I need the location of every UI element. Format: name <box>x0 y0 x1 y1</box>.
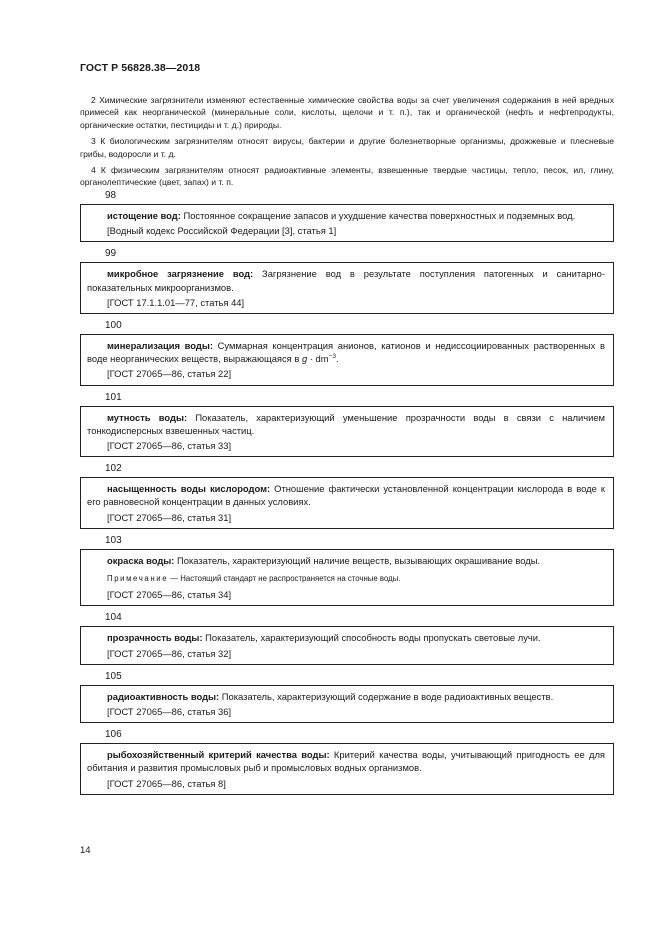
term-box <box>80 262 614 314</box>
term-source: [ГОСТ 27065—86, статья 31] <box>107 511 232 523</box>
term-number: 105 <box>105 670 122 682</box>
term-number: 98 <box>105 190 117 201</box>
notes-section <box>80 94 614 193</box>
note-paragraph: 4 К физическим загрязнителям относят радиоактивные элементы, взвешенные твердые частицы, тепло, песок, ил, глину, органолептические (цвет, запах) и т. п. <box>80 165 614 188</box>
note-paragraph: 2 Химические загрязнители изменяют естественные химические свойства воды за счет увеличения содержания в ней вредных примесей как неорганической (минеральные соли, кислоты, щелочи и т. п.), так и органической (нефть и нефтепродукты, органические остатки, пестициды и т. д.) природы. <box>80 95 614 130</box>
term-source: [ГОСТ 27065—86, статья 34] <box>107 589 232 601</box>
term-entry <box>80 612 614 664</box>
term-definition <box>87 748 605 774</box>
term-definition <box>87 690 605 703</box>
term-entry <box>80 729 614 795</box>
term-text: Показатель, характеризующий способность воды пропускать световые лучи. <box>202 632 541 644</box>
term-box <box>80 743 614 795</box>
term-box <box>80 334 614 386</box>
term-name: мутность воды: <box>107 411 188 423</box>
term-box <box>80 406 614 458</box>
term-name: окраска воды: <box>107 554 175 566</box>
term-entry <box>80 320 614 386</box>
note-label: Примечание <box>107 574 169 584</box>
term-note <box>107 572 605 585</box>
unit-exponent: −3 <box>328 353 336 361</box>
term-source: [ГОСТ 27065—86, статья 22] <box>107 368 232 380</box>
term-definition <box>87 339 605 365</box>
term-entry <box>80 671 614 723</box>
term-source: [Водный кодекс Российской Федерации [3], статья 1] <box>107 225 337 237</box>
term-number: 100 <box>105 320 122 332</box>
term-text: Постоянное сокращение запасов и ухудшение качества поверхностных и подземных вод. <box>180 210 576 221</box>
term-source: [ГОСТ 27065—86, статья 32] <box>107 647 232 659</box>
term-number: 101 <box>105 391 122 403</box>
term-definition <box>87 209 605 222</box>
term-number: 106 <box>105 729 122 741</box>
note-text: — Настоящий стандарт не распространяется на сточные воды. <box>168 574 401 584</box>
term-text: Показатель, характеризующий наличие веществ, вызывающих окрашивание воды. <box>174 554 541 566</box>
term-entry <box>80 248 614 314</box>
term-box <box>80 626 614 664</box>
terms-list <box>80 190 614 801</box>
term-definition <box>87 554 605 567</box>
term-entry <box>80 535 614 607</box>
term-text: Критерий качества воды, учитывающий пригодность ее для обитания и развития промысловых рыб и промысловых водных организмов. <box>87 749 605 774</box>
term-box <box>80 204 614 242</box>
term-text: Суммарная концентрация анионов, катионов и недиссоциированных растворенных в воде неорганических веществ, выражающаяся в <box>87 340 605 365</box>
term-name: рыбохозяйственный критерий качества воды: <box>107 749 330 761</box>
term-text: Отношение фактически установленной концентрации кислорода в воде к его равновесной концентрации в данных условиях. <box>87 483 605 508</box>
term-text: Показатель, характеризующий уменьшение прозрачности воды в связи с наличием тонкодисперсных взвешенных частиц. <box>87 411 605 436</box>
document-header: ГОСТ Р 56828.38—2018 <box>80 62 201 74</box>
term-number: 102 <box>105 463 122 475</box>
term-definition <box>87 631 605 644</box>
term-entry <box>80 190 614 242</box>
page-number: 14 <box>80 845 91 856</box>
note-paragraph: 3 К биологическим загрязнителям относят вирусы, бактерии и другие болезнетворные организмы, дрожжевые и плесневые грибы, водоросли и т. д. <box>80 136 614 159</box>
term-entry <box>80 392 614 458</box>
term-name: истощение вод: <box>107 210 181 221</box>
term-source: [ГОСТ 17.1.1.01—77, статья 44] <box>107 296 245 308</box>
term-name: минерализация воды: <box>107 340 213 352</box>
term-number: 103 <box>105 534 122 546</box>
term-definition <box>87 267 605 293</box>
term-number: 104 <box>105 612 122 624</box>
term-box <box>80 549 614 607</box>
term-box <box>80 477 614 529</box>
term-source: [ГОСТ 27065—86, статья 33] <box>107 440 232 452</box>
term-entry <box>80 463 614 529</box>
term-name: радиоактивность воды: <box>107 690 220 702</box>
term-name: насыщенность воды кислородом: <box>107 483 271 495</box>
term-text-end: . <box>335 353 339 365</box>
term-definition <box>87 411 605 437</box>
term-source: [ГОСТ 27065—86, статья 8] <box>107 777 226 789</box>
unit-dm: · dm <box>307 353 329 365</box>
term-number: 99 <box>105 248 117 260</box>
term-source: [ГОСТ 27065—86, статья 36] <box>107 706 232 718</box>
term-name: прозрачность воды: <box>107 632 203 644</box>
term-name: микробное загрязнение вод: <box>107 268 254 280</box>
term-box <box>80 685 614 723</box>
term-text: Показатель, характеризующий содержание в воде радиоактивных веществ. <box>219 690 554 702</box>
term-text: Загрязнение вод в результате поступления патогенных и санитарно-показательных микроорганизмов. <box>87 268 606 293</box>
unit-g: g <box>301 353 308 365</box>
term-definition <box>87 482 605 508</box>
